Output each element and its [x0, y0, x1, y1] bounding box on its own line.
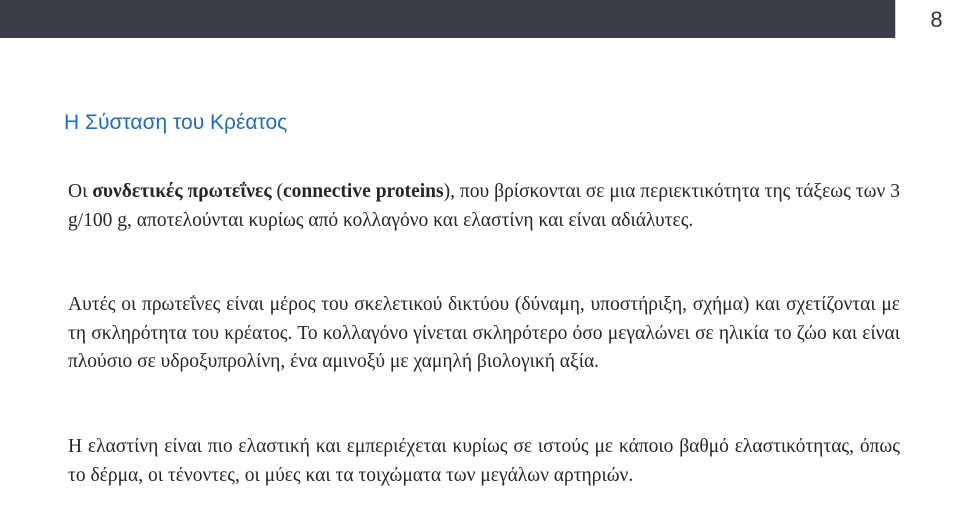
paragraph1-text-3: ), που βρίσκονται σε μια περιεκτικότητα της τάξεως των 3 g/100 g, αποτελούνται κυρίως από κολλαγόνο και ελαστίνη και είναι αδιάλυτες.: [68, 181, 900, 231]
paragraph-elastin: Η ελαστίνη είναι πιο ελαστική και εμπεριέχεται κυρίως σε ιστούς με κάποιο βαθμό ελαστικότητας, όπως το δέρμα, οι τένοντες, οι μύες και τα τοιχώματα των μεγάλων αρτηριών.: [68, 436, 900, 486]
slide-title: Η Σύσταση του Κρέατος: [64, 111, 288, 134]
paragraph-collagen: Αυτές οι πρωτεΐνες είναι μέρος του σκελετικού δικτύου (δύναμη, υποστήριξη, σχήμα) και σχετίζονται με τη σκληρότητα του κρέατος. Το κολλαγόνο γίνεται σκληρότερο όσο μεγαλώνει σε ηλικία το ζώο και είναι πλούσιο σε υδροξυπρολίνη, ένα αμινοξύ με χαμηλή βιολογική αξία.: [68, 294, 900, 372]
page-number: 8: [930, 7, 943, 32]
paragraph1-bold-term-english: connective proteins: [283, 181, 444, 202]
paragraph1-bold-term-greek: συνδετικές πρωτεΐνες: [92, 181, 272, 202]
header-bar: [0, 0, 960, 38]
header-band: [0, 0, 895, 38]
page-number-box: [895, 0, 960, 38]
paragraph1-text-2: (: [271, 181, 284, 202]
paragraph-connective-proteins: [68, 178, 900, 235]
paragraph1-text-1: Οι: [68, 181, 93, 202]
